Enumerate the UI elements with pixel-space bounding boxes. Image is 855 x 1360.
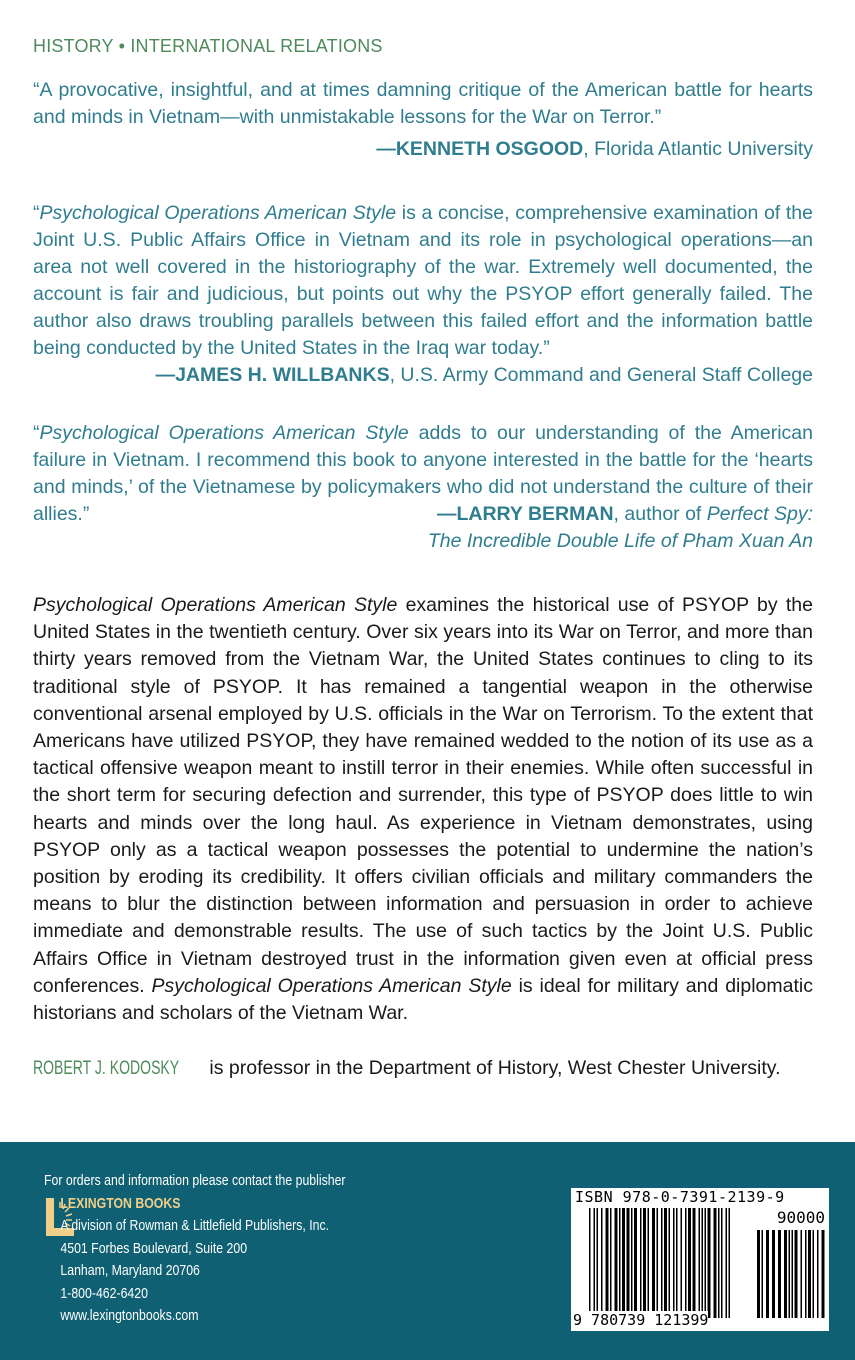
blurb-willbanks: [33, 200, 813, 389]
category-label: HISTORY • INTERNATIONAL RELATIONS: [33, 36, 383, 56]
quote-attribution: —JAMES H. WILLBANKS, U.S. Army Command and General Staff College: [155, 364, 813, 386]
book-description: Psychological Operations American Style examines the historical use of PSYOP by the United States in the twentieth century. Over six years into its War on Terror, and more than thirty years removed from the Vietnam War, the United States continues to cling to its traditional style of PSYOP. It has remained a tangential weapon in the otherwise conventional arsenal employed by U.S. officials in the War on Terrorism. To the extent that Americans have utilized PSYOP, they have remained wedded to the notion of its use as a tactical offensive weapon meant to instill terror in their enemies. While often successful in the short term for securing defection and surrender, this type of PSYOP does little to win hearts and minds over the long haul. As experience in Vietnam demonstrates, using PSYOP only as a tactical weapon possesses the potential to undermine the nation’s position by eroding its credibility. It offers civilian officials and military commanders the means to blur the distinction between information and persuasion in order to achieve immediate and demonstrable results. The use of such tactics by the Joint U.S. Public Affairs Office in Vietnam destroyed trust in the information given even at official press conferences. Psychological Operations American Style is ideal for military and diplomatic historians and scholars of the Vietnam War.: [33, 594, 813, 1025]
publisher-website: www.lexingtonbooks.com: [60, 1307, 199, 1324]
publisher-info: For orders and information please contact the publisher LEXINGTON BOOKS A division of Rowman & Littlefield Publishers, Inc. 4501 Forbes Boulevard, Suite 200 Lanham, Maryland 20706 1-800-462-6420 www.lexingtonbooks.com: [44, 1170, 346, 1328]
barcode-bars: [589, 1208, 829, 1328]
isbn-barcode: ISBN 978-0-7391-2139-9 90000 9 780739 121399: [571, 1188, 829, 1331]
publisher-name: LEXINGTON BOOKS: [60, 1194, 181, 1212]
quote-text: “Psychological Operations American Style is a concise, comprehensive examination of the Joint U.S. Public Affairs Office in Vietnam and its role in psychological operations—an area not well covered in the historiography of the war. Extremely well documented, the account is fair and judicious, but points out why the PSYOP effort generally failed. The author also draws troubling parallels between this failed effort and the information battle being conducted by the United States in the Iraq war today.”: [33, 202, 813, 359]
blurb-osgood: [33, 77, 813, 163]
author-bio: ROBERT J. KODOSKY is professor in the Department of History, West Chester University.: [33, 1057, 781, 1079]
quote-attribution: —LARRY BERMAN, author of Perfect Spy: The Incredible Double Life of Pham Xuan An: [427, 503, 813, 552]
quote-attribution: —KENNETH OSGOOD, Florida Atlantic University: [376, 138, 813, 160]
quote-text: “A provocative, insightful, and at times damning critique of the American battle for hearts and minds in Vietnam—with unmistakable lessons for the War on Terror.”: [33, 79, 813, 128]
quote-text: “Psychological Operations American Style adds to our understanding of the American failure in Vietnam. I recommend this book to anyone interested in the battle for the ‘hearts and minds,’ of the Vietnamese by policymakers who did not understand the culture of their allies.”: [33, 422, 813, 525]
blurb-berman: [33, 420, 813, 555]
author-name: ROBERT J. KODOSKY: [33, 1057, 180, 1079]
